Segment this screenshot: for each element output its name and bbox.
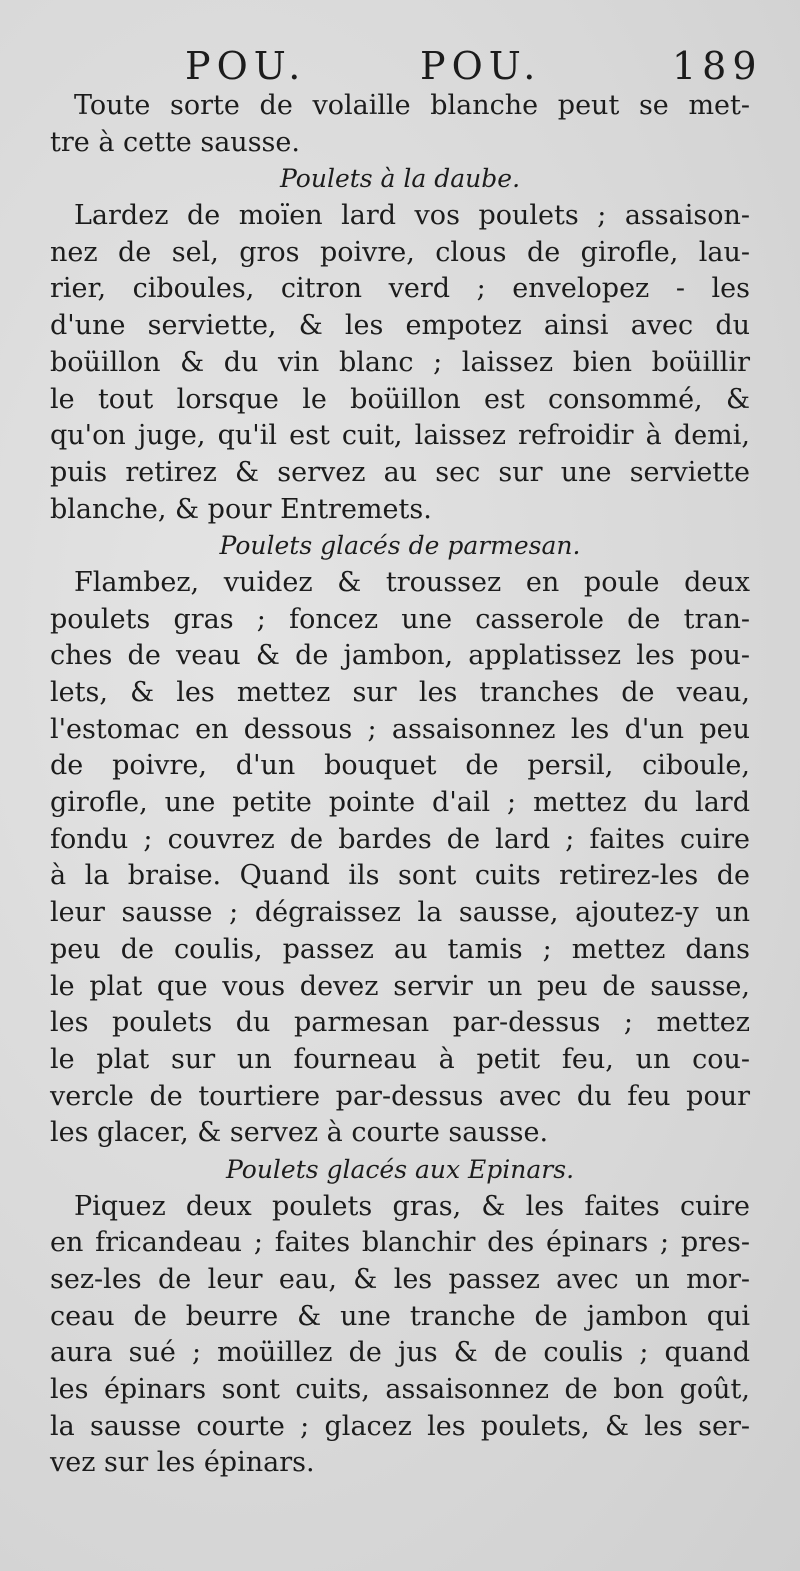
text-line: de poivre, d'un bouquet de persil, ciboule, — [50, 750, 750, 782]
page-body — [50, 88, 750, 1482]
text-line: à la braise. Quand ils sont cuits retirez-les de — [50, 860, 750, 892]
text-line: lets, & les mettez sur les tranches de veau, — [50, 677, 750, 708]
text-line: les poulets du parmesan par-dessus ; mettez — [50, 1007, 750, 1039]
text-line: Flambez, vuidez & troussez en poule deux — [74, 566, 750, 598]
text-line: d'une serviette, & les empotez ainsi avec du — [50, 310, 750, 342]
running-header — [0, 40, 800, 92]
recipe-heading: Poulets à la daube. — [279, 164, 521, 194]
text-line: vercle de tourtiere par-dessus avec du feu pour — [50, 1080, 750, 1112]
text-line: peu de coulis, passez au tamis ; mettez dans — [50, 933, 750, 965]
text-line: Lardez de moïen lard vos poulets ; assaison- — [74, 200, 750, 232]
page-number: 189 — [672, 44, 763, 88]
text-line: vez sur les épinars. — [50, 1447, 315, 1479]
text-line: en fricandeau ; faites blanchir des épinars ; pres- — [50, 1227, 750, 1259]
text-line: le tout lorsque le boüillon est consommé, & — [50, 383, 750, 415]
text-line: blanche, & pour Entremets. — [50, 493, 432, 525]
text-line: ceau de beurre & une tranche de jambon qui — [50, 1300, 750, 1332]
text-line: ches de veau & de jambon, applatissez les pou- — [50, 640, 750, 672]
text-line: qu'on juge, qu'il est cuit, laissez refroidir à demi, — [50, 420, 750, 452]
text-line: sez-les de leur eau, & les passez avec un mor- — [50, 1264, 750, 1295]
text-line: les glacer, & servez à courte sausse. — [50, 1117, 549, 1149]
text-line: l'estomac en dessous ; assaisonnez les d'un peu — [50, 713, 750, 745]
text-line: leur sausse ; dégraissez la sausse, ajoutez-y un — [50, 897, 750, 929]
text-line: le plat sur un fourneau à petit feu, un cou- — [50, 1043, 750, 1075]
text-line: rier, ciboules, citron verd ; envelopez - les — [50, 273, 750, 305]
text-line: Toute sorte de volaille blanche peut se met- — [74, 90, 750, 121]
header-left: POU. — [185, 44, 307, 88]
text-line: boüillon & du vin blanc ; laissez bien boüillir — [50, 346, 750, 378]
text-line: la sausse courte ; glacez les poulets, & les ser- — [50, 1410, 750, 1442]
text-line: les épinars sont cuits, assaisonnez de bon goût, — [50, 1374, 750, 1406]
text-line: aura sué ; moüillez de jus & de coulis ; quand — [50, 1337, 750, 1369]
text-line: Piquez deux poulets gras, & les faites cuire — [74, 1190, 750, 1222]
text-line: le plat que vous devez servir un peu de sausse, — [50, 970, 750, 1002]
text-line: tre à cette sausse. — [50, 126, 300, 158]
text-line: girofle, une petite pointe d'ail ; mettez du lard — [50, 787, 750, 819]
recipe-heading: Poulets glacés de parmesan. — [219, 531, 581, 561]
text-line: poulets gras ; foncez une casserole de tran- — [50, 603, 750, 635]
header-right: POU. — [420, 44, 542, 88]
text-line: puis retirez & servez au sec sur une serviette — [50, 456, 750, 488]
text-line: nez de sel, gros poivre, clous de girofle, lau- — [50, 236, 750, 268]
recipe-heading: Poulets glacés aux Epinars. — [225, 1154, 575, 1184]
text-line: fondu ; couvrez de bardes de lard ; faites cuire — [50, 823, 750, 855]
